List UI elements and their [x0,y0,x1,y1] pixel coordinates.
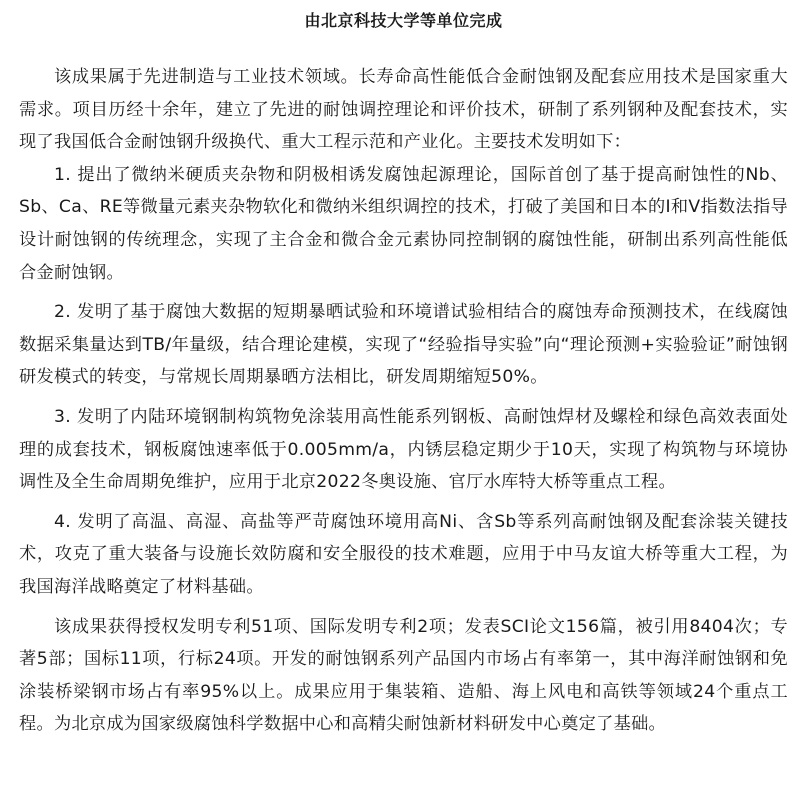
intro-paragraph: 该成果属于先进制造与工业技术领域。长寿命高性能低合金耐蚀钢及配套应用技术是国家重大需求。项目历经十余年，建立了先进的耐蚀调控理论和评价技术，研制了系列钢种及配套技术，实现了我国低合金耐蚀钢升级换代、重大工程示范和产业化。主要技术发明如下： [19,67,788,153]
invention-2-paragraph: 2. 发明了基于腐蚀大数据的短期暴晒试验和环境谱试验相结合的腐蚀寿命预测技术，在线腐蚀数据采集量达到TB/年量级，结合理论建模，实现了“经验指导实验”向“理论预测+实验验证”耐蚀钢研发模式的转变，与常规长周期暴晒方法相比，研发周期缩短50%。 [19,302,788,388]
invention-3-paragraph: 3. 发明了内陆环境钢制构筑物免涂装用高性能系列钢板、高耐蚀焊材及螺栓和绿色高效表面处理的成套技术，钢板腐蚀速率低于0.005mm/a，内锈层稳定期少于10天，实现了构筑物与环境协调性及全生命周期免维护，应用于北京2022冬奥设施、官厅水库特大桥等重点工程。 [19,406,788,493]
invention-4-paragraph: 4. 发明了高温、高湿、高盐等严苛腐蚀环境用高Ni、含Sb等系列高耐蚀钢及配套涂装关键技术，攻克了重大装备与设施长效防腐和安全服役的技术难题，应用于中马友谊大桥等重大工程，为我国海洋战略奠定了材料基础。 [19,511,788,597]
invention-1-paragraph: 1. 提出了微纳米硬质夹杂物和阴极相诱发腐蚀起源理论，国际首创了基于提高耐蚀性的Nb、Sb、Ca、RE等微量元素夹杂物软化和微纳米组织调控的技术，打破了美国和日本的I和V指数法指导设计耐蚀钢的传统理念，实现了主合金和微合金元素协同控制钢的腐蚀性能，研制出系列高性能低合金耐蚀钢。 [19,164,788,283]
achievements-paragraph: 该成果获得授权发明专利51项、国际发明专利2项；发表SCI论文156篇，被引用8404次；专著5部；国标11项，行标24项。开发的耐蚀钢系列产品国内市场占有率第一，其中海洋耐蚀钢和免涂装桥梁钢市场占有率95%以上。成果应用于集装箱、造船、海上风电和高铁等领域24个重点工程。为北京成为国家级腐蚀科学数据中心和高精尖耐蚀新材料研发中心奠定了基础。 [19,616,788,735]
document-title: 由北京科技大学等单位完成 [304,11,503,30]
